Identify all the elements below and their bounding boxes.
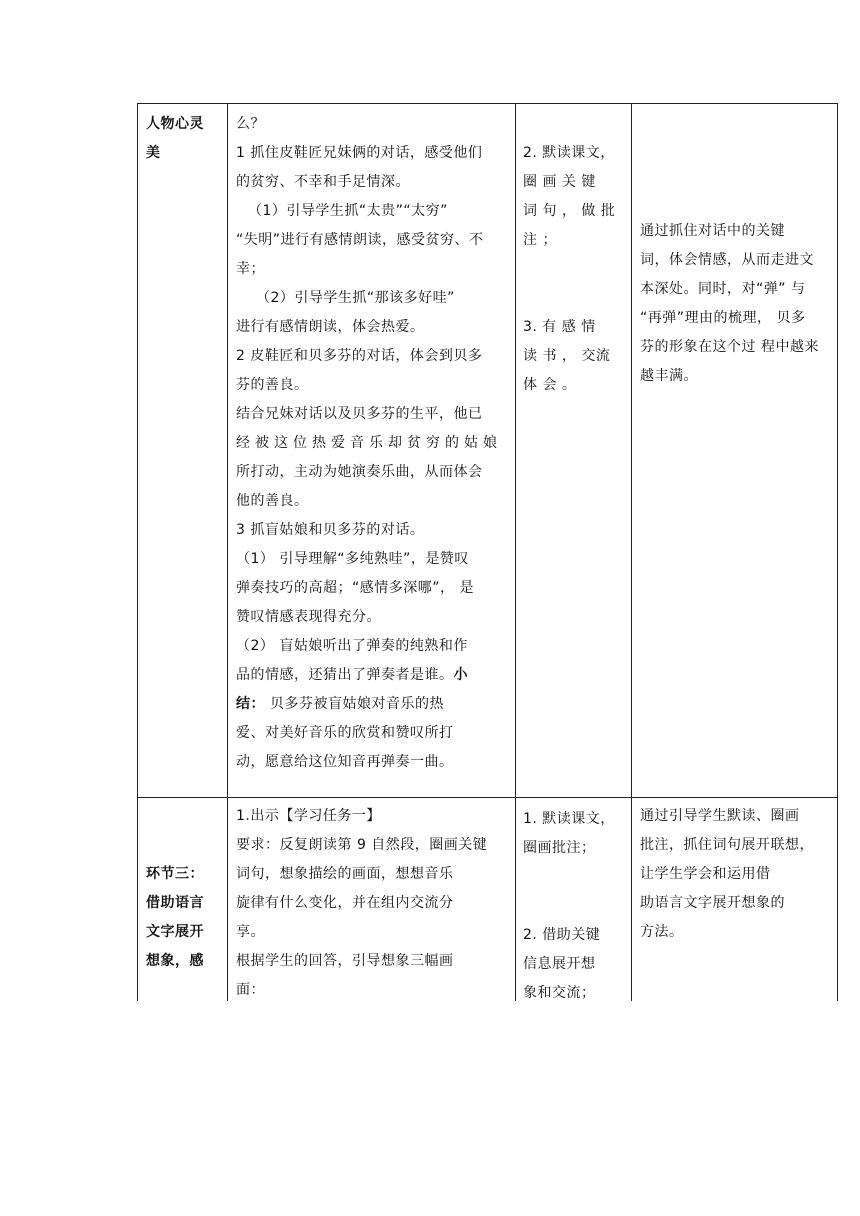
purpose-text-line: 通过引导学生默读、圈画 — [640, 808, 800, 824]
student-text-line: 圈画批注； — [523, 840, 596, 856]
teacher-text-span: 贝多芬被盲姑娘对音乐的热 — [269, 696, 444, 712]
purpose-text-line: 方法。 — [640, 924, 684, 940]
teacher-text-line: 要求：反复朗读第 9 自然段，圈画关键 — [236, 837, 488, 853]
stage-text-line: 人物心灵 — [146, 116, 204, 132]
teacher-text-line: 享。 — [236, 924, 265, 940]
student-text-line: 读 书 ， 交流 — [523, 348, 611, 364]
table-divider-1 — [227, 103, 228, 1001]
row1-stage-cell — [146, 110, 226, 168]
teacher-text-span: 品的情感，还猜出了弹奏者是谁。 — [236, 667, 454, 683]
student-text-line: 象和交流； — [523, 985, 596, 1001]
teacher-text-line: 他的善良。 — [236, 493, 309, 509]
teacher-text-line: 旋律有什么变化，并在组内交流分 — [236, 895, 454, 911]
purpose-text-line: 助语言文字展开想象的 — [640, 895, 785, 911]
teacher-text-line: 的贫穷、不幸和手足情深。 — [236, 174, 410, 190]
table-border-left — [137, 103, 138, 1001]
purpose-text-line: “再弹”理由的梳理， 贝多 — [640, 310, 806, 326]
row1-purpose-cell — [640, 217, 836, 391]
teacher-text-line: （1） 引导理解“多纯熟哇”，是赞叹 — [236, 551, 469, 567]
teacher-text-line: （2） 盲姑娘听出了弹奏的纯熟和作 — [236, 638, 468, 654]
student-text-line: 体 会 。 — [523, 377, 577, 393]
spacer — [523, 255, 631, 313]
teacher-text-line: 2 皮鞋匠和贝多芬的对话，体会到贝多 — [236, 348, 483, 364]
row2-stage-cell — [146, 860, 226, 976]
stage-text-line: 想象，感 — [146, 953, 204, 969]
summary-label-end: 结： — [236, 696, 265, 712]
spacer — [523, 863, 631, 921]
teacher-text-line: （2）引导学生抓“那该多好哇” — [256, 290, 455, 306]
teacher-text-line: 3 抓盲姑娘和贝多芬的对话。 — [236, 522, 425, 538]
teacher-text-line: （1）引导学生抓“太贵”“太穷” — [248, 203, 448, 219]
stage-text-line: 借助语言 — [146, 895, 204, 911]
row2-purpose-cell — [640, 802, 836, 947]
teacher-text-line: 爱、对美好音乐的欣赏和赞叹所打 — [236, 725, 454, 741]
teacher-text-line: 幸； — [236, 261, 265, 277]
row2-student-cell — [523, 805, 631, 1008]
teacher-text-line: 赞叹情感表现得充分。 — [236, 609, 381, 625]
teacher-text-line: 弹奏技巧的高超；“感情多深哪”， 是 — [236, 580, 474, 596]
teacher-text-line: 所打动，主动为她演奏乐曲，从而体会 — [236, 464, 483, 480]
student-text-line: 圈 画 关 键 — [523, 174, 596, 190]
stage-text-line: 文字展开 — [146, 924, 204, 940]
purpose-text-line: 通过抓住对话中的关键 — [640, 223, 785, 239]
teacher-text-line: 经被这位热爱音乐却贫穷的姑娘 — [236, 435, 502, 451]
summary-label-start: 小 — [453, 667, 468, 683]
student-text-line: 2. 默读课文， — [523, 145, 615, 161]
stage-text-line: 环节三： — [146, 866, 204, 882]
teacher-text-line: 1.出示【学习任务一】 — [236, 808, 381, 824]
table-border-right — [837, 103, 838, 1001]
row1-teacher-cell — [236, 110, 512, 777]
student-text-line: 3. 有 感 情 — [523, 319, 596, 335]
table-divider-2 — [515, 103, 516, 1001]
row1-student-cell — [523, 139, 631, 400]
purpose-text-line: 越丰满。 — [640, 368, 698, 384]
teacher-text-line: 么？ — [236, 116, 265, 132]
purpose-text-line: 芬的形象在这个过 程中越来 — [640, 339, 819, 355]
teacher-text-line: 动，愿意给这位知音再弹奏一曲。 — [236, 754, 454, 770]
teacher-text-line: 根据学生的回答，引导想象三幅画 — [236, 953, 454, 969]
student-text-line: 2. 借助关键 — [523, 927, 601, 943]
purpose-text-line: 批注，抓住词句展开联想， — [640, 837, 814, 853]
student-text-line: 词 句 ， 做 批 — [523, 203, 616, 219]
teacher-text-line: 结合兄妹对话以及贝多芬的生平，他已 — [236, 406, 483, 422]
teacher-text-line: 词句，想象描绘的画面，想想音乐 — [236, 866, 454, 882]
student-text-line: 信息展开想 — [523, 956, 596, 972]
teacher-text-line: “失明”进行有感情朗读，感受贫穷、不 — [236, 232, 484, 248]
stage-text-line: 美 — [146, 145, 161, 161]
row-separator — [137, 797, 838, 798]
teacher-text-line: 面： — [236, 982, 265, 998]
purpose-text-line: 让学生学会和运用借 — [640, 866, 771, 882]
teacher-text-line: 芬的善良。 — [236, 377, 309, 393]
purpose-text-line: 本深处。同时，对“弹” 与 — [640, 281, 806, 297]
student-text-line: 1. 默读课文， — [523, 811, 615, 827]
teacher-text-line: 进行有感情朗读，体会热爱。 — [236, 319, 425, 335]
table-divider-3 — [631, 103, 632, 1001]
row2-teacher-cell — [236, 802, 512, 1005]
teacher-text-line: 1 抓住皮鞋匠兄妹俩的对话，感受他们 — [236, 145, 483, 161]
table-border-top — [137, 103, 838, 104]
teacher-text-line — [236, 661, 512, 690]
student-text-line: 注 ； — [523, 232, 557, 248]
teacher-text-line — [236, 690, 512, 719]
purpose-text-line: 词，体会情感，从而走进文 — [640, 252, 814, 268]
